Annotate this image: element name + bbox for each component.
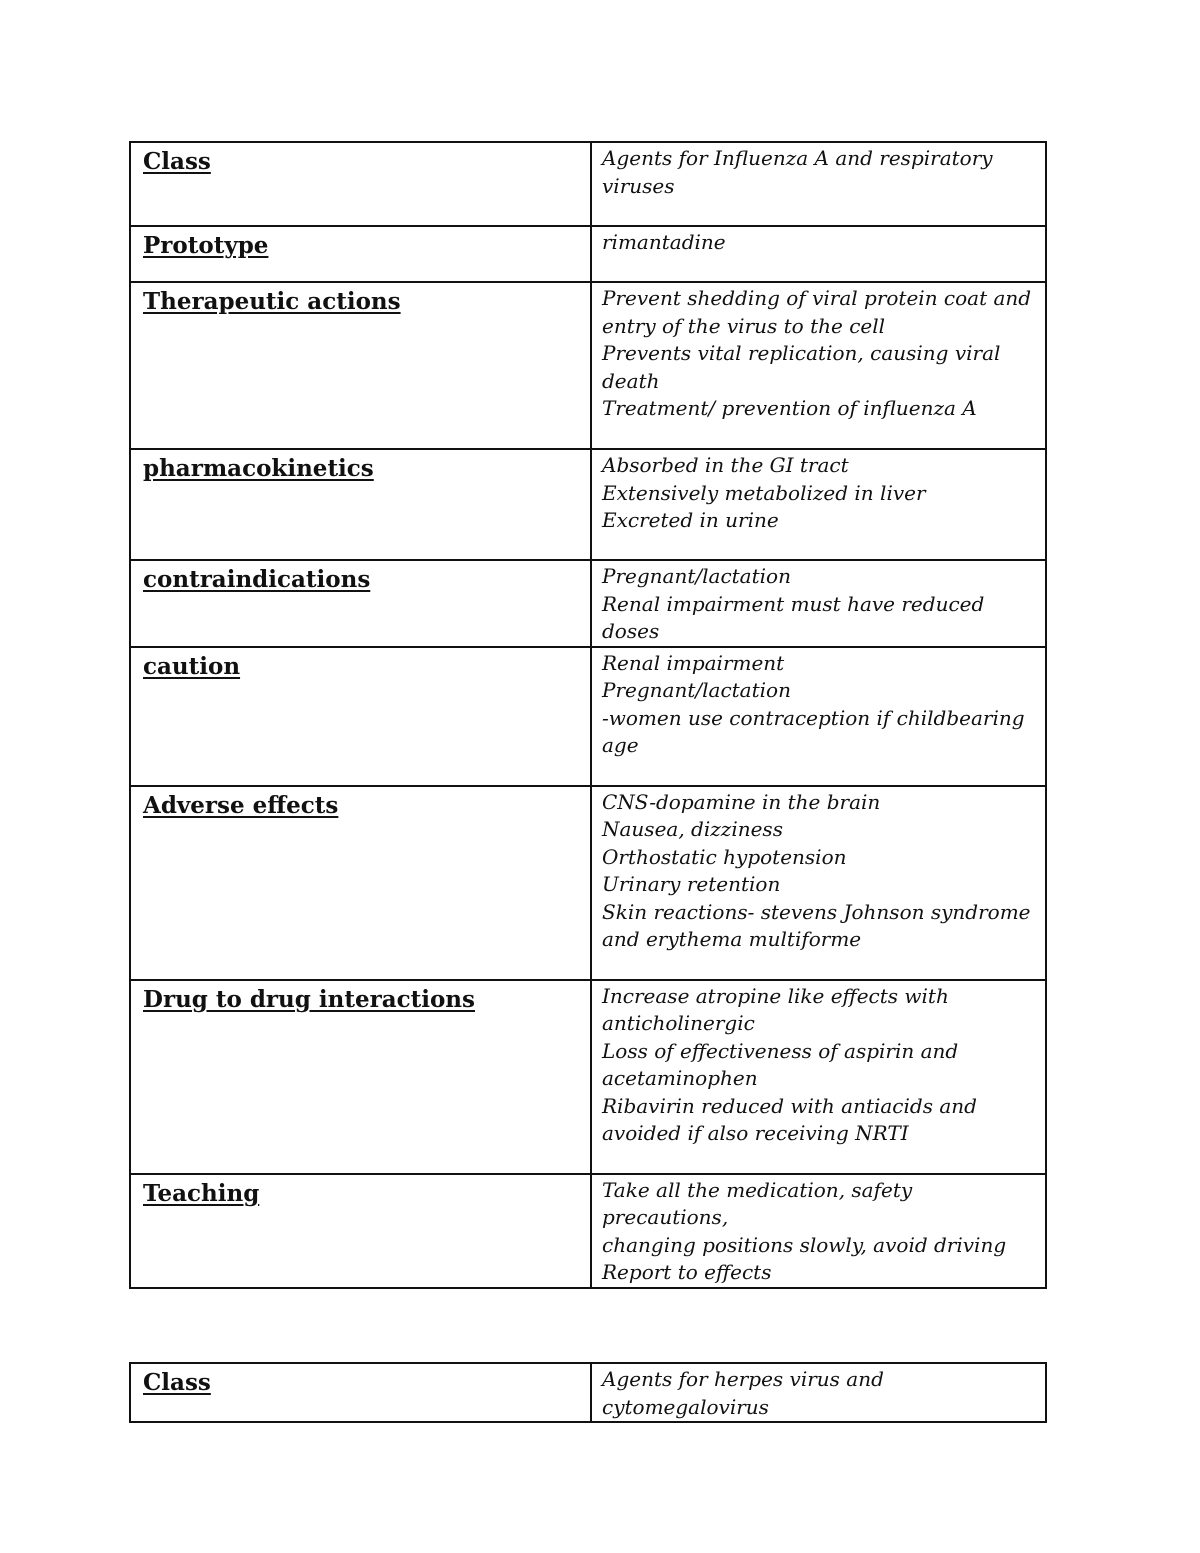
label-cell bbox=[130, 226, 591, 282]
label-cell bbox=[130, 449, 591, 560]
value-cell bbox=[591, 449, 1046, 560]
row-label-teaching: Teaching bbox=[143, 1179, 260, 1207]
value-line: -women use contraception if childbearing bbox=[602, 705, 1025, 730]
value-cell bbox=[591, 282, 1046, 449]
value-line: Loss of effectiveness of aspirin and bbox=[602, 1038, 959, 1063]
drug-table-influenza bbox=[129, 141, 1047, 1289]
value-cell bbox=[591, 560, 1046, 647]
table-row-drug-interactions bbox=[130, 980, 1046, 1174]
row-label-contraindications: contraindications bbox=[143, 566, 371, 593]
value-line: Pregnant/lactation bbox=[602, 678, 791, 702]
value-line: CNS-dopamine in the brain bbox=[602, 789, 881, 814]
value-line: changing positions slowly, avoid driving bbox=[602, 1232, 1007, 1257]
drug-table-herpes bbox=[129, 1362, 1047, 1423]
value-line: Skin reactions- stevens Johnson syndrome bbox=[602, 899, 1031, 924]
value-line: Agents for Influenza A and respiratory bbox=[602, 146, 993, 170]
value-line: acetaminophen bbox=[602, 1066, 758, 1090]
value-line: rimantadine bbox=[602, 230, 726, 254]
row-label-drug-interactions: Drug to drug interactions bbox=[143, 985, 475, 1013]
value-line: Increase atropine like effects with bbox=[602, 983, 949, 1008]
row-label-class: Class bbox=[143, 148, 211, 175]
table-row-adverse-effects bbox=[130, 786, 1046, 980]
label-cell bbox=[130, 980, 591, 1174]
label-cell bbox=[130, 647, 591, 786]
table-row-class bbox=[130, 142, 1046, 226]
value-line: Treatment/ prevention of influenza A bbox=[602, 396, 977, 420]
table-row-therapeutic-actions bbox=[130, 282, 1046, 449]
value-line: Renal impairment bbox=[602, 650, 785, 675]
label-cell bbox=[130, 142, 591, 226]
value-line: Report to effects bbox=[602, 1260, 772, 1284]
value-line: Agents for herpes virus and cytomegalovirus bbox=[602, 1367, 884, 1419]
table-row-class bbox=[130, 1363, 1046, 1422]
value-line: and erythema multiforme bbox=[602, 927, 862, 951]
value-line: Pregnant/lactation bbox=[602, 564, 791, 588]
value-cell bbox=[591, 786, 1046, 980]
value-line: Absorbed in the GI tract bbox=[602, 453, 849, 477]
row-label-caution: caution bbox=[143, 652, 241, 680]
value-line: anticholinergic bbox=[602, 1011, 755, 1035]
value-cell bbox=[591, 647, 1046, 786]
label-cell bbox=[130, 1363, 591, 1422]
value-line: Urinary retention bbox=[602, 872, 781, 896]
value-line: Prevent shedding of viral protein coat and bbox=[602, 286, 1032, 310]
value-line: death bbox=[602, 368, 660, 393]
value-line: Ribavirin reduced with antiacids and bbox=[602, 1093, 977, 1118]
value-cell bbox=[591, 142, 1046, 226]
value-line: Prevents vital replication, causing viral bbox=[602, 341, 1001, 365]
value-cell bbox=[591, 1174, 1046, 1288]
label-cell bbox=[130, 786, 591, 980]
value-line: viruses bbox=[602, 173, 675, 198]
row-label-adverse-effects: Adverse effects bbox=[143, 791, 339, 819]
label-cell bbox=[130, 282, 591, 449]
table-row-prototype bbox=[130, 226, 1046, 282]
row-label-prototype: Prototype bbox=[143, 232, 269, 259]
value-line: Take all the medication, safety precautions, bbox=[602, 1177, 913, 1229]
table-row-pharmacokinetics bbox=[130, 449, 1046, 560]
value-line: Excreted in urine bbox=[602, 508, 779, 532]
value-line: Nausea, dizziness bbox=[602, 817, 783, 841]
value-line: Renal impairment must have reduced doses bbox=[602, 591, 985, 643]
value-line: Extensively metabolized in liver bbox=[602, 480, 926, 505]
row-label-pharmacokinetics: pharmacokinetics bbox=[143, 455, 374, 482]
value-line: avoided if also receiving NRTI bbox=[602, 1121, 909, 1145]
value-line: age bbox=[602, 733, 639, 757]
label-cell bbox=[130, 1174, 591, 1288]
row-label-class: Class bbox=[143, 1369, 211, 1396]
value-line: entry of the virus to the cell bbox=[602, 313, 886, 338]
value-line: Orthostatic hypotension bbox=[602, 844, 847, 869]
table-row-contraindications bbox=[130, 560, 1046, 647]
value-cell bbox=[591, 1363, 1046, 1422]
value-cell bbox=[591, 226, 1046, 282]
label-cell bbox=[130, 560, 591, 647]
table-row-teaching bbox=[130, 1174, 1046, 1288]
value-cell bbox=[591, 980, 1046, 1174]
row-label-therapeutic-actions: Therapeutic actions bbox=[143, 288, 401, 315]
table-row-caution bbox=[130, 647, 1046, 786]
